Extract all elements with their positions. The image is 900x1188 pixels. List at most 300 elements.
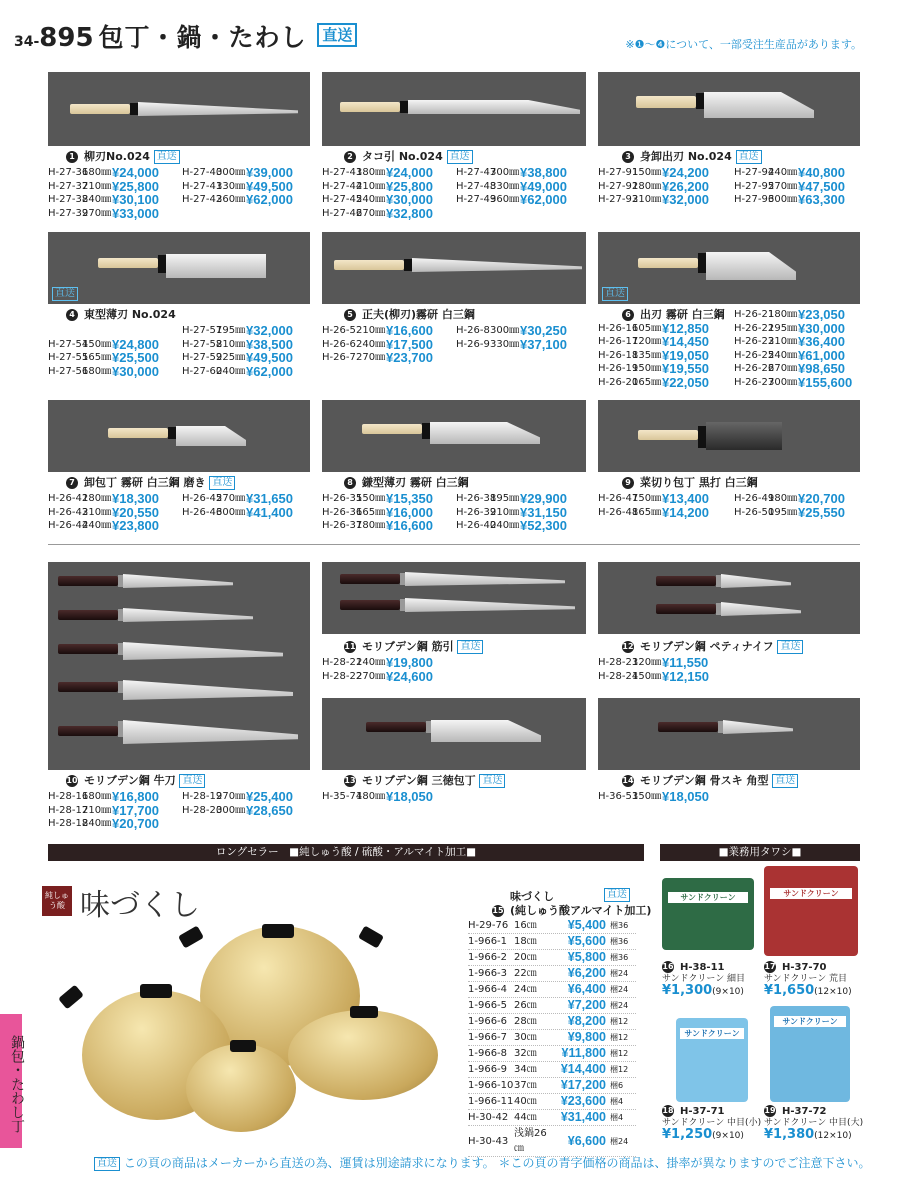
- price-row: [48, 193, 312, 207]
- pot-k: 梱12: [610, 1049, 629, 1058]
- pot-p: ¥5,400: [567, 918, 606, 932]
- knife-image: [70, 102, 300, 116]
- item-price: ¥30,000: [386, 192, 433, 207]
- knife-image: [366, 720, 546, 742]
- knife-image: [334, 258, 582, 272]
- item-price: ¥49,000: [520, 178, 567, 194]
- item-code: H-27-49: [456, 194, 497, 205]
- item-price: ¥23,050: [798, 307, 845, 322]
- price-row: [48, 492, 312, 506]
- item-price: ¥29,900: [520, 491, 567, 506]
- item-price: ¥30,100: [112, 192, 159, 207]
- item-code: H-27-37: [48, 180, 89, 192]
- item-price: ¥23,700: [386, 350, 433, 365]
- item-code: H-27-56: [48, 365, 89, 377]
- item-size: 195㎜: [768, 322, 798, 334]
- item-size: 300㎜: [768, 194, 798, 205]
- item-number: 13: [344, 776, 356, 785]
- pot-p: ¥5,800: [567, 950, 606, 964]
- pot-s: 40㎝: [514, 1096, 537, 1107]
- item-code: H-27-54: [48, 338, 89, 350]
- price-rows: [48, 790, 312, 831]
- item-size: 180㎜: [82, 493, 112, 504]
- item-size: 330㎜: [490, 338, 520, 350]
- price-row: [598, 492, 864, 506]
- page-title: 包丁・鍋・たわし: [98, 23, 307, 52]
- item-size: 210㎜: [216, 338, 246, 350]
- item-price: ¥19,800: [386, 655, 433, 670]
- scrub-caption: [662, 1104, 761, 1142]
- item-code: H-28-19: [182, 791, 223, 802]
- item-number: 15: [492, 906, 504, 915]
- item-number: 6: [622, 309, 634, 321]
- item-code: H-26-48: [598, 506, 639, 518]
- item-price: ¥20,550: [112, 504, 159, 520]
- item-code: H-26-36: [322, 506, 363, 518]
- item-name: 鎌型薄刃 霧研 白三鋼: [362, 476, 469, 489]
- price-row: [598, 335, 864, 349]
- item-size: 240㎜: [768, 167, 798, 178]
- pot-row: [468, 998, 636, 1014]
- knife-image: [340, 100, 580, 114]
- pot-k: 梱4: [610, 1113, 624, 1122]
- price-rows: [598, 308, 864, 389]
- pot-c: 1-966-8: [468, 1048, 508, 1059]
- item-name: 正夫(柳刃)霧研 白三鋼: [362, 308, 475, 321]
- item-price: ¥22,050: [662, 374, 709, 390]
- item-size: 270㎜: [768, 180, 798, 192]
- item-price: ¥63,300: [798, 192, 845, 207]
- pot-row: [468, 1126, 636, 1157]
- scrub-caption: [764, 1104, 863, 1142]
- item-code: H-26-42: [48, 493, 89, 504]
- item-size: 165㎜: [356, 506, 386, 518]
- item-size: 225㎜: [216, 352, 246, 363]
- price-row: [598, 790, 798, 804]
- knife-image: [362, 422, 562, 446]
- knife-image: [340, 572, 570, 586]
- price-row: [322, 670, 522, 684]
- item-price: ¥16,800: [112, 789, 159, 804]
- photo-3: [598, 72, 860, 146]
- item-price: ¥62,000: [520, 192, 567, 207]
- direct-badge: 直送: [209, 476, 235, 490]
- pot-k: 梱12: [610, 1017, 629, 1026]
- price-row: [598, 376, 864, 390]
- item-size: 150㎜: [632, 493, 662, 504]
- pot-k: 梱24: [610, 1001, 629, 1010]
- item-number: 1: [66, 151, 78, 163]
- item-price: ¥33,000: [112, 205, 159, 221]
- item-price: ¥40,800: [798, 165, 845, 180]
- item-code: H-27-60: [182, 365, 223, 377]
- photo-4: [48, 232, 310, 304]
- item-size: 150㎜: [82, 338, 112, 350]
- item-size: 180㎜: [82, 365, 112, 377]
- item-code: H-26-40: [456, 520, 497, 531]
- item-size: 210㎜: [82, 506, 112, 518]
- item-code: H-26-6: [322, 338, 356, 350]
- item-code: H-26-25: [734, 349, 775, 361]
- item-code: H-27-96: [734, 194, 775, 205]
- knife-image: [636, 92, 826, 116]
- photo-10: [48, 562, 310, 770]
- price-row: [322, 193, 586, 207]
- item-name: 東型薄刃 No.024: [84, 308, 176, 321]
- item-code: H-37-71: [680, 1106, 725, 1117]
- price-rows: [322, 492, 586, 533]
- item-name: モリブデン鋼 ペティナイフ: [640, 640, 778, 653]
- item-caption: [344, 640, 483, 654]
- pot-s: 34㎝: [514, 1064, 537, 1075]
- price-row: [48, 365, 312, 379]
- item-price: ¥32,800: [386, 205, 433, 221]
- pot-image: [186, 1044, 296, 1132]
- item-code: H-27-93: [598, 194, 639, 205]
- item-size: 240㎜: [356, 338, 386, 350]
- item-size: 120㎜: [632, 657, 662, 668]
- knife-image: [58, 680, 298, 700]
- price-row: [322, 351, 586, 365]
- item-caption: [344, 308, 475, 322]
- item-price: ¥62,000: [246, 192, 293, 207]
- item-price: ¥12,150: [662, 668, 709, 684]
- direct-badge: 直送: [317, 23, 357, 47]
- item-price: ¥23,800: [112, 518, 159, 533]
- item-size: 300㎜: [216, 506, 246, 518]
- item-caption: [66, 774, 205, 788]
- item-number: 8: [344, 477, 356, 489]
- price-row: [598, 308, 864, 322]
- item-code: H-35-74: [322, 791, 363, 802]
- item-size: 240㎜: [82, 520, 112, 531]
- pot-row: [468, 1078, 636, 1094]
- photo-9: [598, 400, 860, 472]
- item-price: ¥19,050: [662, 347, 709, 363]
- pot-c: 1-966-9: [468, 1064, 508, 1075]
- item-size: 210㎜: [490, 506, 520, 518]
- item-code: H-27-47: [456, 167, 497, 178]
- item-size: 270㎜: [216, 493, 246, 504]
- scrub-caption: [764, 960, 852, 998]
- photo-14: [598, 698, 860, 770]
- item-caption: [344, 476, 469, 490]
- price-rows: [322, 790, 522, 804]
- price-row: [322, 338, 586, 352]
- item-size: 300㎜: [490, 325, 520, 336]
- item-code: H-26-26: [734, 363, 775, 374]
- direct-badge: 直送: [457, 640, 483, 654]
- pot-row: [468, 982, 636, 998]
- item-caption: [344, 774, 505, 788]
- item-price: ¥36,400: [798, 334, 845, 349]
- price-row: [322, 519, 586, 533]
- pot-p: ¥6,200: [567, 966, 606, 980]
- item-size: 270㎜: [768, 363, 798, 374]
- item-price: ¥19,550: [662, 361, 709, 376]
- item-code: H-26-9: [456, 338, 490, 350]
- pot-c: 1-966-3: [468, 968, 508, 979]
- photo-2: [322, 72, 586, 146]
- item-size: 300㎜: [490, 167, 520, 178]
- item-code: H-26-39: [456, 506, 497, 518]
- item-number: 3: [622, 151, 634, 163]
- item-price: ¥31,150: [520, 504, 567, 520]
- pot-knob: [350, 1006, 378, 1018]
- item-price: ¥13,400: [662, 491, 709, 506]
- item-price: ¥41,400: [246, 504, 293, 520]
- item-size: 270㎜: [356, 207, 386, 219]
- item-size: 240㎜: [216, 365, 246, 377]
- item-number: 10: [66, 776, 78, 785]
- photo-8: [322, 400, 586, 472]
- page-header: [14, 18, 357, 54]
- price-rows: [598, 656, 798, 683]
- item-code: H-27-55: [48, 352, 89, 363]
- item-size: 210㎜: [768, 336, 798, 347]
- direct-badge: 直送: [52, 287, 78, 301]
- scrub-package: サンドクリーン: [662, 878, 754, 950]
- item-size: 270㎜: [356, 670, 386, 682]
- item-name: 卸包丁 霧研 白三鋼 磨き: [84, 476, 210, 489]
- pot-k: 梱12: [610, 1065, 629, 1074]
- item-code: H-26-7: [322, 352, 356, 363]
- pot-knob: [140, 984, 172, 998]
- pot-p: ¥17,200: [560, 1078, 606, 1092]
- item-code: H-37-70: [782, 962, 827, 973]
- price-row: [48, 804, 312, 818]
- item-code: H-27-38: [48, 194, 89, 205]
- pot-c: H-29-76: [468, 920, 509, 931]
- photo-6: [598, 232, 860, 304]
- item-code: H-37-72: [782, 1106, 827, 1117]
- scrub-package: サンドクリーン: [764, 866, 858, 956]
- pot-row: [468, 1110, 636, 1126]
- price-rows: [598, 492, 864, 519]
- pot-title: 味づくし: [510, 890, 554, 903]
- price-row: [48, 338, 312, 352]
- item-caption: [622, 640, 803, 654]
- price-row: [322, 207, 586, 221]
- pot-row: [468, 918, 636, 934]
- item-code: H-38-11: [680, 962, 725, 973]
- item-number: 11: [344, 642, 356, 651]
- item-number: 2: [344, 151, 356, 163]
- item-price: ¥24,000: [386, 165, 433, 180]
- item-size: 105㎜: [632, 322, 662, 334]
- item-price: ¥49,500: [246, 350, 293, 365]
- item-price: ¥30,000: [798, 320, 845, 336]
- item-size: 195㎜: [490, 493, 520, 504]
- item-price: ¥1,650: [764, 983, 815, 998]
- item-caption: [66, 150, 180, 164]
- item-price: ¥52,300: [520, 518, 567, 533]
- pot-s: 24㎝: [514, 984, 537, 995]
- pot-p: ¥8,200: [567, 1014, 606, 1028]
- price-row: [48, 790, 312, 804]
- item-size: 150㎜: [632, 791, 662, 802]
- pot-knob: [230, 1040, 256, 1052]
- price-rows: [48, 492, 312, 533]
- knife-image: [658, 720, 798, 734]
- item-price: ¥25,800: [386, 178, 433, 194]
- pot-section-bar: ロングセラー ■純しゅう酸 / 硫酸・アルマイト加工■: [48, 844, 644, 861]
- item-caption: [66, 476, 235, 490]
- item-code: H-26-47: [598, 493, 639, 504]
- item-size: 150㎜: [632, 167, 662, 178]
- pot-s: 浅鍋26㎝: [514, 1128, 547, 1154]
- pot-c: 1-966-1: [468, 936, 508, 947]
- item-price: ¥17,500: [386, 336, 433, 352]
- item-price: ¥37,100: [520, 336, 567, 352]
- price-row: [48, 519, 312, 533]
- footer-note: 直送 この頁の商品はメーカーから直送の為、運賃は別途請求になります。 ＊この頁の青字価格の商品は、掛率が異なりますのでご注意下さい。: [94, 1154, 870, 1171]
- photo-7: [48, 400, 310, 472]
- knife-image: [58, 720, 303, 744]
- item-size: 180㎜: [632, 180, 662, 192]
- pot-k: 梱24: [610, 969, 629, 978]
- photo-5: [322, 232, 586, 304]
- price-rows: [598, 166, 864, 207]
- item-size: 195㎜: [216, 325, 246, 336]
- pot-knob: [262, 924, 294, 938]
- pot-row: [468, 934, 636, 950]
- pot-logo-mark: 純しゅう酸: [42, 886, 72, 916]
- item-number: 14: [622, 776, 634, 785]
- item-size: 210㎜: [82, 180, 112, 192]
- item-number: 19: [764, 1106, 776, 1115]
- scrub-section-bar: ■業務用タワシ■: [660, 844, 860, 861]
- item-price: ¥32,000: [662, 192, 709, 207]
- photo-1: [48, 72, 310, 146]
- item-name: モリブデン鋼 筋引: [362, 640, 458, 653]
- price-row: [322, 790, 522, 804]
- item-size: 240㎜: [82, 194, 112, 205]
- item-size: 210㎜: [356, 180, 386, 192]
- item-caption: [622, 476, 758, 490]
- item-price: ¥15,350: [386, 491, 433, 506]
- item-name: サンドクリーン 荒目: [764, 974, 848, 984]
- price-row: [48, 351, 312, 365]
- item-code: H-26-18: [598, 349, 639, 361]
- item-size: 180㎜: [82, 791, 112, 802]
- page-prefix: 34-: [14, 34, 40, 50]
- item-code: H-28-16: [48, 791, 89, 802]
- direct-badge: 直送: [736, 150, 762, 164]
- pot-s: 22㎝: [514, 968, 537, 979]
- pot-image: [288, 1010, 438, 1100]
- item-number: 16: [662, 962, 674, 971]
- pot-s: 18㎝: [514, 936, 537, 947]
- item-size: 150㎜: [632, 670, 662, 682]
- item-size: 300㎜: [216, 167, 246, 178]
- price-rows: [322, 166, 586, 220]
- item-caption: [66, 308, 176, 322]
- item-size: 300㎜: [216, 804, 246, 816]
- pot-p: ¥9,800: [567, 1030, 606, 1044]
- item-size: 135㎜: [632, 349, 662, 361]
- pot-logo: 味づくし: [80, 888, 200, 923]
- knife-image: [638, 422, 818, 450]
- item-size: 240㎜: [768, 349, 798, 361]
- item-code: H-26-49: [734, 493, 775, 504]
- price-row: [322, 506, 586, 520]
- item-code: H-26-43: [48, 506, 89, 518]
- item-size: 150㎜: [356, 493, 386, 504]
- price-row: [598, 166, 864, 180]
- item-code: H-26-38: [456, 493, 497, 504]
- item-code: H-26-22: [734, 322, 775, 334]
- price-row: [598, 506, 864, 520]
- item-price: ¥25,500: [112, 350, 159, 365]
- pot-c: 1-966-2: [468, 952, 508, 963]
- item-size: 120㎜: [632, 336, 662, 347]
- item-code: H-27-57: [182, 325, 223, 336]
- item-code: H-26-21: [734, 309, 775, 320]
- category-tab: 鍋包・たわし丁: [0, 1014, 22, 1148]
- item-number: 4: [66, 309, 78, 321]
- pot-s: 44㎝: [514, 1112, 537, 1123]
- item-size: 360㎜: [490, 194, 520, 205]
- pot-s: 20㎝: [514, 952, 537, 963]
- item-code: H-26-23: [734, 336, 775, 347]
- price-row: [598, 322, 864, 336]
- item-size: 240㎜: [490, 520, 520, 531]
- item-code: H-28-18: [48, 818, 89, 829]
- item-code: H-26-16: [598, 322, 639, 334]
- item-name: モリブデン鋼 牛刀: [84, 774, 180, 787]
- item-size: 180㎜: [356, 791, 386, 802]
- item-size: 360㎜: [216, 194, 246, 205]
- pot-k: 梱24: [610, 1136, 629, 1146]
- pot-s: 32㎝: [514, 1048, 537, 1059]
- item-price: ¥30,250: [520, 323, 567, 338]
- price-rows: [322, 656, 522, 683]
- price-row: [598, 180, 864, 194]
- item-name: 出刃 霧研 白三鋼: [640, 308, 725, 321]
- item-qty: (12×10): [814, 1131, 852, 1141]
- direct-badge: 直送: [179, 774, 205, 788]
- item-price: ¥49,500: [246, 178, 293, 194]
- direct-badge: 直送: [94, 1157, 120, 1171]
- knife-image: [656, 602, 806, 616]
- pot-row: [468, 1094, 636, 1110]
- item-code: H-27-40: [182, 167, 223, 178]
- knife-image: [58, 574, 228, 588]
- item-price: ¥39,000: [246, 165, 293, 180]
- price-row: [322, 656, 522, 670]
- item-name: タコ引 No.024: [362, 150, 447, 163]
- item-size: 150㎜: [632, 363, 662, 374]
- pot-k: 梱4: [610, 1097, 624, 1106]
- item-code: H-27-45: [322, 194, 363, 205]
- item-code: H-27-43: [322, 167, 363, 178]
- page-number: 895: [39, 23, 94, 53]
- item-price: ¥17,700: [112, 802, 159, 818]
- price-row: [598, 349, 864, 363]
- item-size: 300㎜: [768, 376, 798, 388]
- price-rows: [48, 166, 312, 220]
- item-caption: [622, 774, 798, 788]
- item-code: H-26-37: [322, 520, 363, 531]
- item-number: 5: [344, 309, 356, 321]
- item-code: H-26-5: [322, 325, 356, 336]
- item-price: ¥47,500: [798, 178, 845, 194]
- price-row: [48, 180, 312, 194]
- scrub-package: サンドクリーン: [770, 1006, 850, 1102]
- pot-k: 梱6: [610, 1081, 624, 1090]
- item-price: ¥25,550: [798, 504, 845, 520]
